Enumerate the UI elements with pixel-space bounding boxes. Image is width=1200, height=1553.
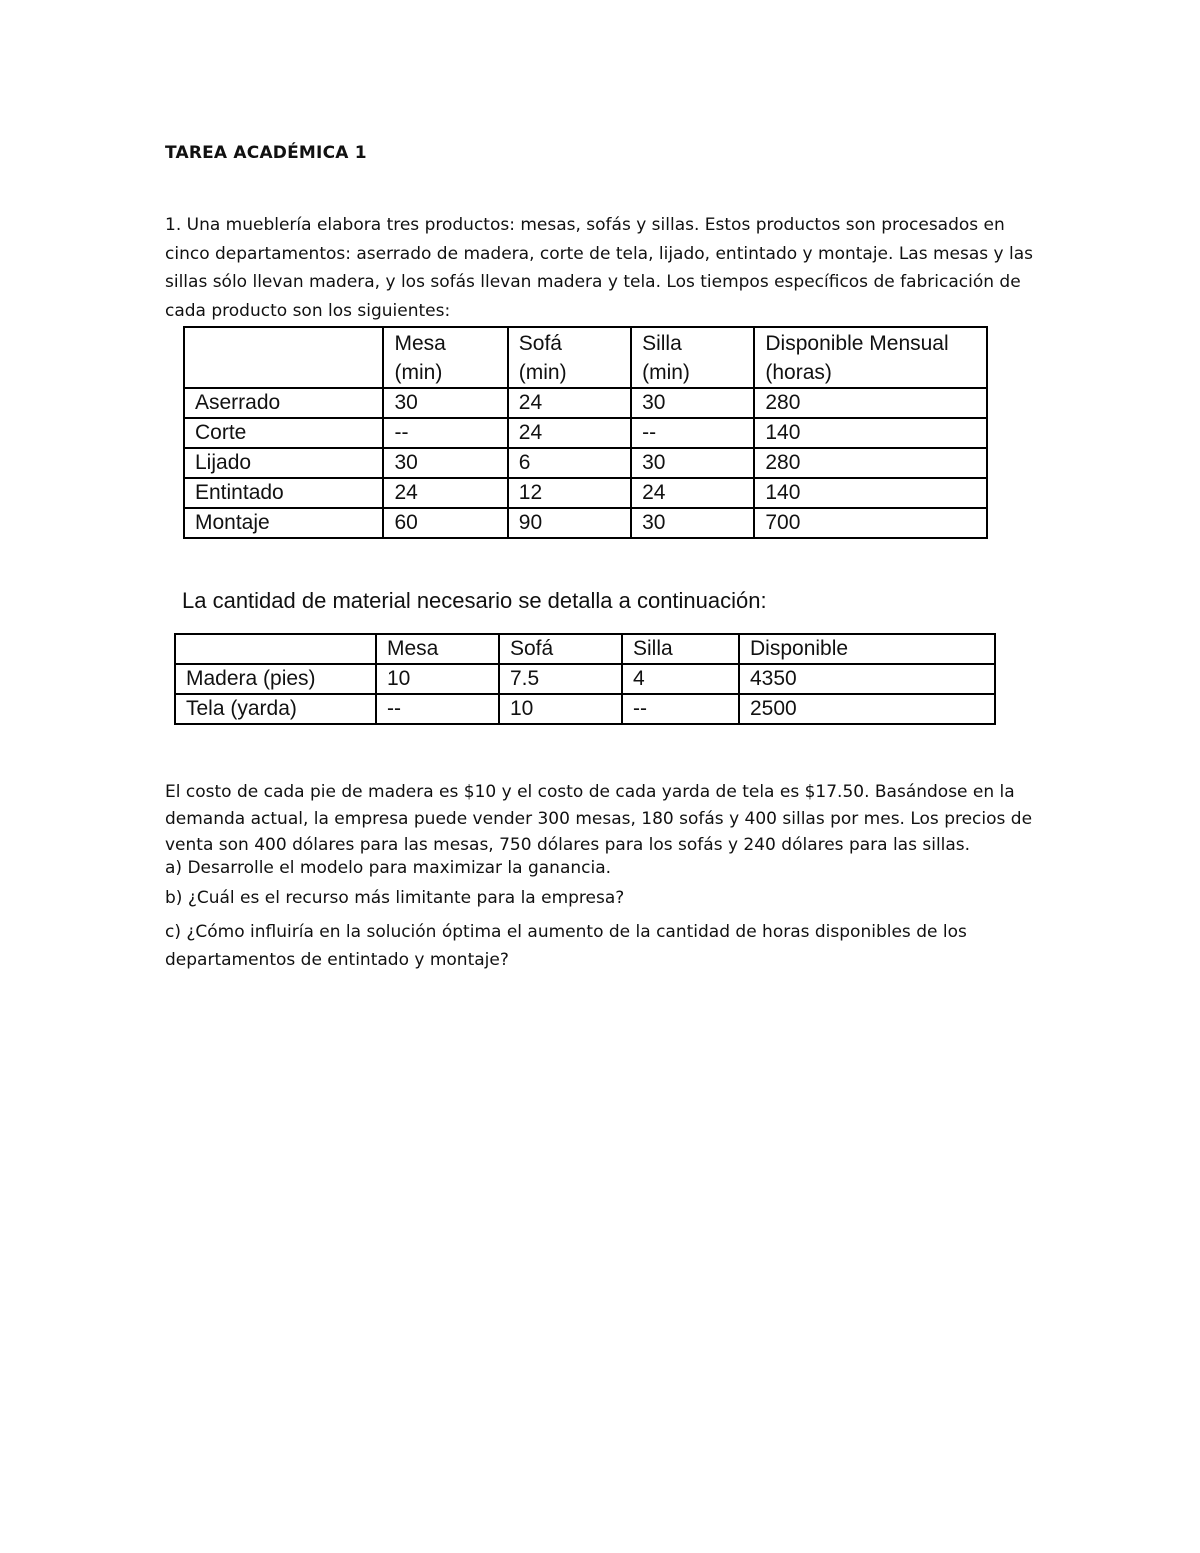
table-row: [184, 508, 987, 538]
header-cell: Mesa (min): [383, 327, 507, 388]
table-cell: Montaje: [184, 508, 383, 538]
header-cell: Sofá: [499, 634, 622, 664]
header-cell: Disponible Mensual (horas): [754, 327, 987, 388]
question-c: c) ¿Cómo influiría en la solución óptima el aumento de la cantidad de horas disponibles de los departamentos de entintado y montaje?: [165, 922, 967, 970]
table-cell: 30: [631, 508, 754, 538]
table-row: [184, 448, 987, 478]
material-caption: La cantidad de material necesario se detalla a continuación:: [182, 588, 767, 613]
production-time-table: [183, 326, 988, 539]
table-header-row: [184, 327, 987, 388]
table-row: [175, 664, 995, 694]
header-cell: Mesa: [376, 634, 499, 664]
material-table: [174, 633, 996, 725]
table-cell: 24: [383, 478, 507, 508]
table-cell: Lijado: [184, 448, 383, 478]
table-cell: 30: [383, 388, 507, 418]
table-cell: 12: [508, 478, 631, 508]
table-cell: 4350: [739, 664, 995, 694]
table-cell: 30: [631, 448, 754, 478]
header-cell: [175, 634, 376, 664]
table-cell: 2500: [739, 694, 995, 724]
header-cell: Sofá (min): [508, 327, 631, 388]
header-cell: Silla (min): [631, 327, 754, 388]
table-cell: 90: [508, 508, 631, 538]
table-cell: 280: [754, 448, 987, 478]
question-a: a) Desarrolle el modelo para maximizar la ganancia.: [165, 858, 612, 878]
header-cell: Silla: [622, 634, 739, 664]
table-cell: 280: [754, 388, 987, 418]
table-cell: Entintado: [184, 478, 383, 508]
intro-paragraph: 1. Una mueblería elabora tres productos: mesas, sofás y sillas. Estos productos son procesados en cinco departamentos: aserrado de madera, corte de tela, lijado, entintado y montaje. Las mesas y las sillas sólo llevan madera, y los sofás llevan madera y tela. Los tiempos específicos de fabricación de cada producto son los siguientes:: [165, 215, 1033, 321]
table-header-row: [175, 634, 995, 664]
table-cell: 24: [631, 478, 754, 508]
header-cell: [184, 327, 383, 388]
table-cell: 10: [376, 664, 499, 694]
cost-paragraph: El costo de cada pie de madera es $10 y el costo de cada yarda de tela es $17.50. Basándose en la demanda actual, la empresa puede vender 300 mesas, 180 sofás y 400 sillas por mes. Los precios de venta son 400 dólares para las mesas, 750 dólares para los sofás y 240 dólares para las sillas.: [165, 782, 1033, 855]
table-cell: 6: [508, 448, 631, 478]
table-cell: Tela (yarda): [175, 694, 376, 724]
table-cell: 4: [622, 664, 739, 694]
table-cell: 24: [508, 388, 631, 418]
table-cell: Aserrado: [184, 388, 383, 418]
table-cell: 140: [754, 418, 987, 448]
table-cell: --: [631, 418, 754, 448]
table-cell: 30: [631, 388, 754, 418]
question-b: b) ¿Cuál es el recurso más limitante para la empresa?: [165, 888, 625, 908]
header-cell: Disponible: [739, 634, 995, 664]
document-title: TAREA ACADÉMICA 1: [165, 143, 367, 163]
table-cell: --: [376, 694, 499, 724]
table-cell: --: [383, 418, 507, 448]
table-row: [184, 388, 987, 418]
table-cell: 700: [754, 508, 987, 538]
table-row: [184, 418, 987, 448]
table-cell: 7.5: [499, 664, 622, 694]
table-cell: 140: [754, 478, 987, 508]
table-cell: --: [622, 694, 739, 724]
table-cell: 10: [499, 694, 622, 724]
table-cell: 60: [383, 508, 507, 538]
table-row: [184, 478, 987, 508]
table-cell: Corte: [184, 418, 383, 448]
table-cell: 30: [383, 448, 507, 478]
table-cell: 24: [508, 418, 631, 448]
table-row: [175, 694, 995, 724]
table-cell: Madera (pies): [175, 664, 376, 694]
